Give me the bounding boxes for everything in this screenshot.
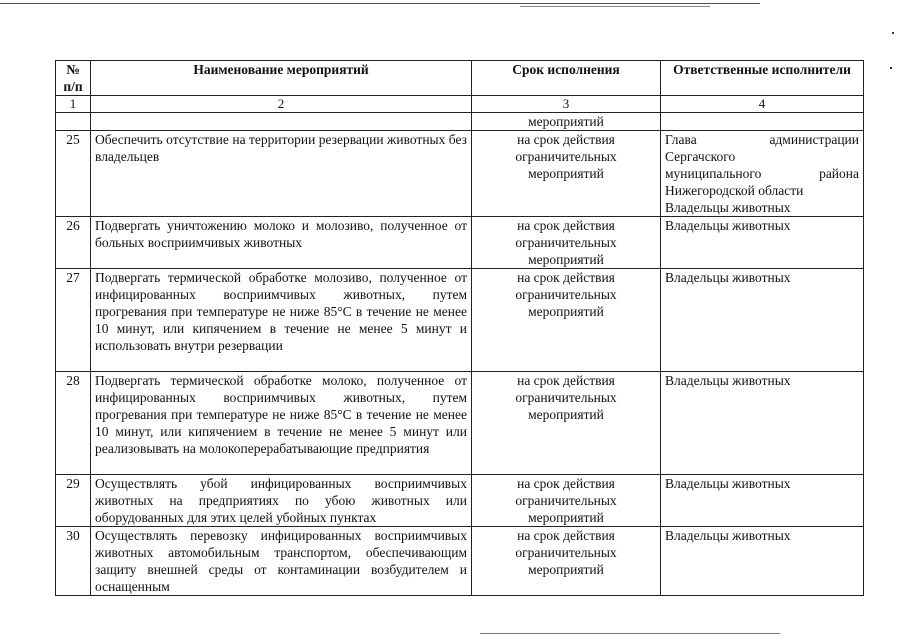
term-cell: на срок действия ограничительных мероприятий [472, 131, 661, 217]
scan-speck [890, 67, 892, 69]
row-num: 27 [56, 269, 91, 372]
header-term: Срок исполнения [472, 61, 661, 96]
row-num: 25 [56, 131, 91, 217]
resp-cell [661, 131, 864, 217]
term-cell: на срок действия ограничительных мероприятий [472, 269, 661, 372]
header-num: № п/п [56, 61, 91, 96]
table-row [56, 217, 864, 269]
row-num: 26 [56, 217, 91, 269]
resp-cell: Владельцы животных [661, 269, 864, 372]
measure-cell: Обеспечить отсутствие на территории резервации животных без владельцев [91, 131, 472, 217]
header-name: Наименование мероприятий [91, 61, 472, 96]
term-cell: на срок действия ограничительных мероприятий [472, 372, 661, 475]
term-cell: на срок действия ограничительных мероприятий [472, 475, 661, 527]
resp-cell: Владельцы животных [661, 475, 864, 527]
table-row [56, 269, 864, 372]
header-resp: Ответственные исполнители [661, 61, 864, 96]
col-number: 1 [56, 96, 91, 113]
scan-edge-line [480, 633, 780, 634]
measure-cell: Подвергать термической обработке молозиво, полученное от инфицированных восприимчивых животных, путем прогревания при температуре не ниже 85°С в течение не менее 10 минут, или кипячением в течение не менее 5 минут и использовать внутри резервации [91, 269, 472, 372]
term-cell: на срок действия ограничительных мероприятий [472, 217, 661, 269]
col-number: 4 [661, 96, 864, 113]
table-row [56, 131, 864, 217]
resp-line: Сергачского [665, 149, 736, 164]
resp-line: Нижегородской области [665, 183, 804, 198]
measure-cell: Подвергать уничтожению молоко и молозиво, полученное от больных восприимчивых животных [91, 217, 472, 269]
measures-table [55, 60, 864, 596]
row-num: 29 [56, 475, 91, 527]
table-row [56, 475, 864, 527]
scan-edge-line [520, 6, 710, 7]
scan-edge-line [0, 3, 760, 4]
resp-line: муниципального района [665, 166, 859, 181]
measure-cell: Осуществлять убой инфицированных восприимчивых животных на предприятиях по убою животных или оборудованных для этих целей убойных пунктах [91, 475, 472, 527]
table-header-row [56, 61, 864, 96]
measure-cell: Осуществлять перевозку инфицированных восприимчивых животных автомобильным транспортом, обеспечивающим защиту внешней среды от контаминации возбудителем и оснащенным [91, 527, 472, 596]
term-cell: на срок действия ограничительных мероприятий [472, 527, 661, 596]
resp-line: Глава администрации [665, 132, 859, 147]
row-num: 28 [56, 372, 91, 475]
resp-line: Владельцы животных [665, 200, 791, 215]
table-row [56, 527, 864, 596]
term-cell: мероприятий [472, 113, 661, 131]
resp-cell: Владельцы животных [661, 372, 864, 475]
col-number: 2 [91, 96, 472, 113]
continuation-row [56, 113, 864, 131]
col-number: 3 [472, 96, 661, 113]
scan-speck [892, 32, 894, 34]
resp-cell: Владельцы животных [661, 217, 864, 269]
column-number-row [56, 96, 864, 113]
resp-cell: Владельцы животных [661, 527, 864, 596]
row-num: 30 [56, 527, 91, 596]
table-row [56, 372, 864, 475]
measure-cell: Подвергать термической обработке молоко, полученное от инфицированных восприимчивых животных, путем прогревания при температуре не ниже 85°С в течение не менее 10 минут, или кипячением в течение не менее 5 минут или реализовывать на молокоперерабатывающие предприятия [91, 372, 472, 475]
